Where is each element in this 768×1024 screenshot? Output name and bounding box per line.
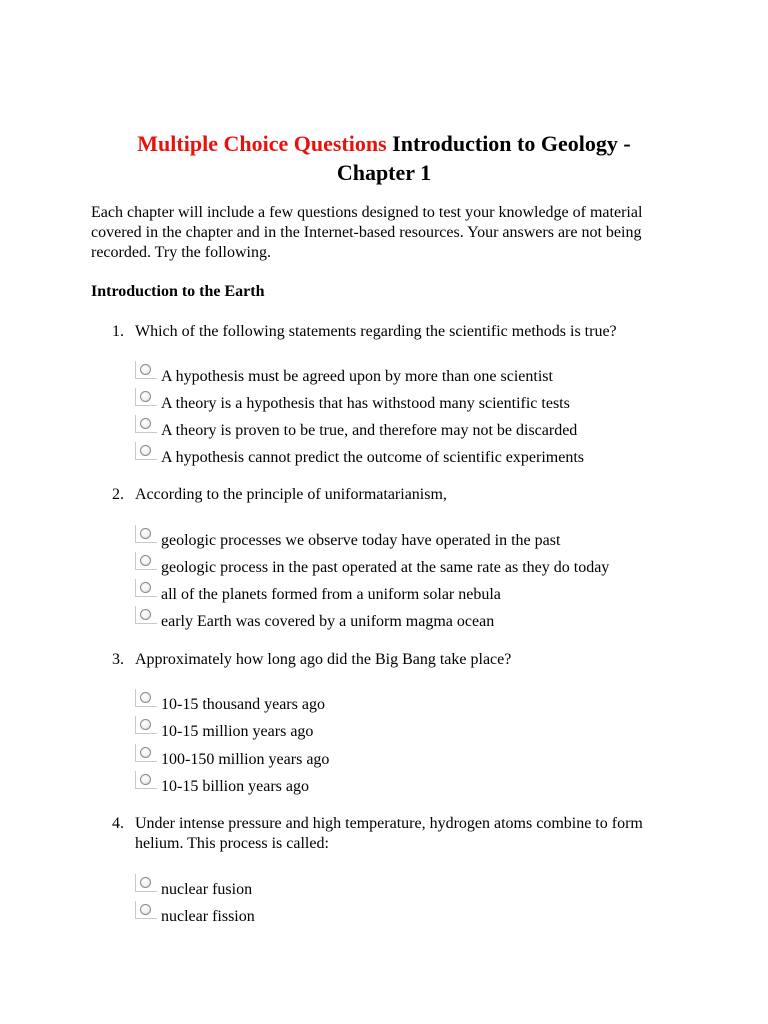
radio-button-icon[interactable]	[135, 525, 157, 543]
option-label: geologic processes we observe today have operated in the past	[161, 532, 561, 549]
radio-button-icon[interactable]	[135, 415, 157, 433]
section-heading: Introduction to the Earth	[91, 283, 265, 300]
option-label: 10-15 billion years ago	[161, 778, 309, 795]
radio-button-icon[interactable]	[135, 901, 157, 919]
radio-button-icon[interactable]	[135, 606, 157, 624]
radio-button-icon[interactable]	[135, 689, 157, 707]
question-text: Under intense pressure and high temperature, hydrogen atoms combine to form helium. This process is called:	[135, 815, 643, 852]
option-label: nuclear fusion	[161, 881, 253, 898]
question-text: According to the principle of uniformatarianism,	[135, 486, 447, 503]
option-label: A hypothesis cannot predict the outcome of scientific experiments	[161, 449, 584, 466]
option-label: all of the planets formed from a uniform solar nebula	[161, 586, 501, 603]
radio-button-icon[interactable]	[135, 874, 157, 892]
option-label: A hypothesis must be agreed upon by more than one scientist	[161, 368, 553, 385]
radio-button-icon[interactable]	[135, 744, 157, 762]
radio-button-icon[interactable]	[135, 716, 157, 734]
option-label: early Earth was covered by a uniform magma ocean	[161, 613, 495, 630]
option-label: 10-15 million years ago	[161, 723, 314, 740]
radio-button-icon[interactable]	[135, 579, 157, 597]
option-label: geologic process in the past operated at the same rate as they do today	[161, 559, 610, 576]
radio-button-icon[interactable]	[135, 442, 157, 460]
title-rest: Introduction to Geology - Chapter 1	[336, 131, 631, 185]
page-title	[100, 129, 668, 187]
question-number: 2.	[112, 486, 124, 503]
option-label: nuclear fission	[161, 908, 255, 925]
question-text: Approximately how long ago did the Big Bang take place?	[135, 651, 512, 668]
option-label: 100-150 million years ago	[161, 751, 330, 768]
option-label: 10-15 thousand years ago	[161, 696, 325, 713]
question-number: 3.	[112, 651, 124, 668]
option-label: A theory is a hypothesis that has withstood many scientific tests	[161, 395, 570, 412]
radio-button-icon[interactable]	[135, 771, 157, 789]
radio-button-icon[interactable]	[135, 361, 157, 379]
intro-paragraph: Each chapter will include a few questions designed to test your knowledge of material covered in the chapter and in the Internet-based resources. Your answers are not being recorded. Try the following.	[91, 204, 643, 261]
question-number: 1.	[112, 323, 124, 340]
radio-button-icon[interactable]	[135, 552, 157, 570]
radio-button-icon[interactable]	[135, 388, 157, 406]
question-number: 4.	[112, 815, 124, 832]
option-label: A theory is proven to be true, and therefore may not be discarded	[161, 422, 578, 439]
title-highlight: Multiple Choice Questions	[137, 131, 387, 156]
question-text: Which of the following statements regarding the scientific methods is true?	[135, 323, 617, 340]
